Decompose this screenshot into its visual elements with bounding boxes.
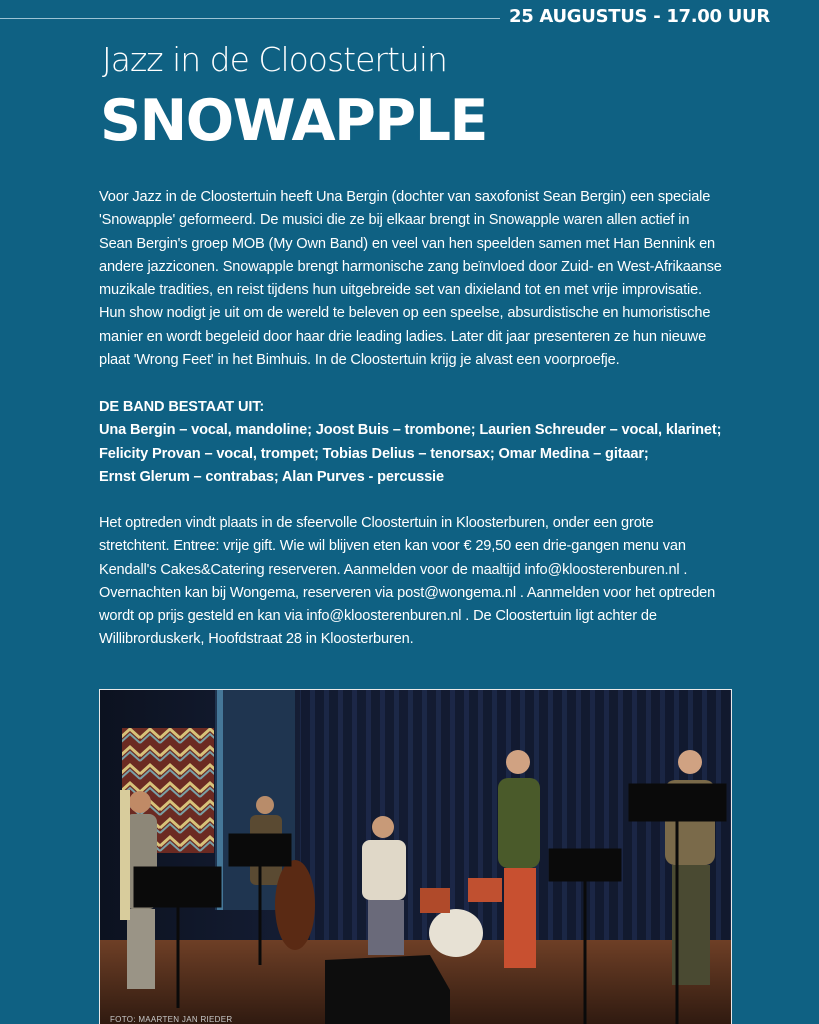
intro-line: Hun show nodigt je uit om de wereld te beleven op een speelse, absurdistische en humoristische [99,305,711,322]
intro-paragraph [99,186,739,372]
band-line: Ernst Glerum – contrabas; Alan Purves - percussie [99,468,444,485]
practical-line: stretchtent. Entree: vrije gift. Wie wil blijven eten kan voor € 29,50 een drie-gangen menu van [99,538,686,555]
intro-line: plaat 'Wrong Feet' in het Bimhuis. In de Cloostertuin krijg je alvast een voorproefje. [99,352,620,369]
intro-line: andere jazziconen. Snowapple brengt harmonische zang beïnvloed door Zuid- en West-Afrikaanse [99,258,722,275]
practical-line: wordt op prijs gesteld en kan via info@kloosterenburen.nl . De Cloostertuin ligt achter de [99,608,657,625]
intro-line: 'Snowapple' geformeerd. De musici die ze bij elkaar brengt in Snowapple waren allen actief in [99,212,690,229]
intro-line: Sean Bergin's groep MOB (My Own Band) en veel van hen speelden samen met Han Bennink en [99,235,715,252]
header-rule [0,18,500,19]
practical-line: Kendall's Cakes&Catering reserveren. Aanmelden voor de maaltijd info@kloosterenburen.nl . [99,561,688,578]
intro-line: Voor Jazz in de Cloostertuin heeft Una Bergin (dochter van saxofonist Sean Bergin) een speciale [99,189,711,205]
band-heading: DE BAND BESTAAT UIT: [99,399,265,415]
practical-paragraph [99,512,739,652]
band-line: Una Bergin – vocal, mandoline; Joost Buis – trombone; Laurien Schreuder – vocal, klarinet; [99,422,722,439]
band-line: Felicity Provan – vocal, trompet; Tobias Delius – tenorsax; Omar Medina – gitaar; [99,445,649,462]
series-title: Jazz in de Cloostertuin [102,40,447,79]
practical-line: Overnachten kan bij Wongema, reserveren via post@wongema.nl . Aanmelden voor het optreden [99,584,716,601]
band-photo [99,689,732,1024]
photo-credit: FOTO: MAARTEN JAN RIEDER [110,1015,233,1024]
event-date-time: 25 AUGUSTUS - 17.00 UUR [509,6,770,27]
practical-line: Het optreden vindt plaats in de sfeervolle Cloostertuin in Kloosterburen, onder een grote [99,515,654,531]
stage-illustration [100,690,732,1024]
page-title: SNOWAPPLE [100,88,487,154]
band-section [99,396,739,489]
intro-line: manier en wordt begeleid door haar drie leading ladies. Later dit jaar presenteren ze hun nieuwe [99,328,707,345]
practical-line: Willibrorduskerk, Hoofdstraat 28 in Kloosterburen. [99,631,414,648]
intro-line: muzikale tradities, en reist tijdens hun uitgebreide set van dixieland tot en met vrije improvisatie. [99,282,702,299]
